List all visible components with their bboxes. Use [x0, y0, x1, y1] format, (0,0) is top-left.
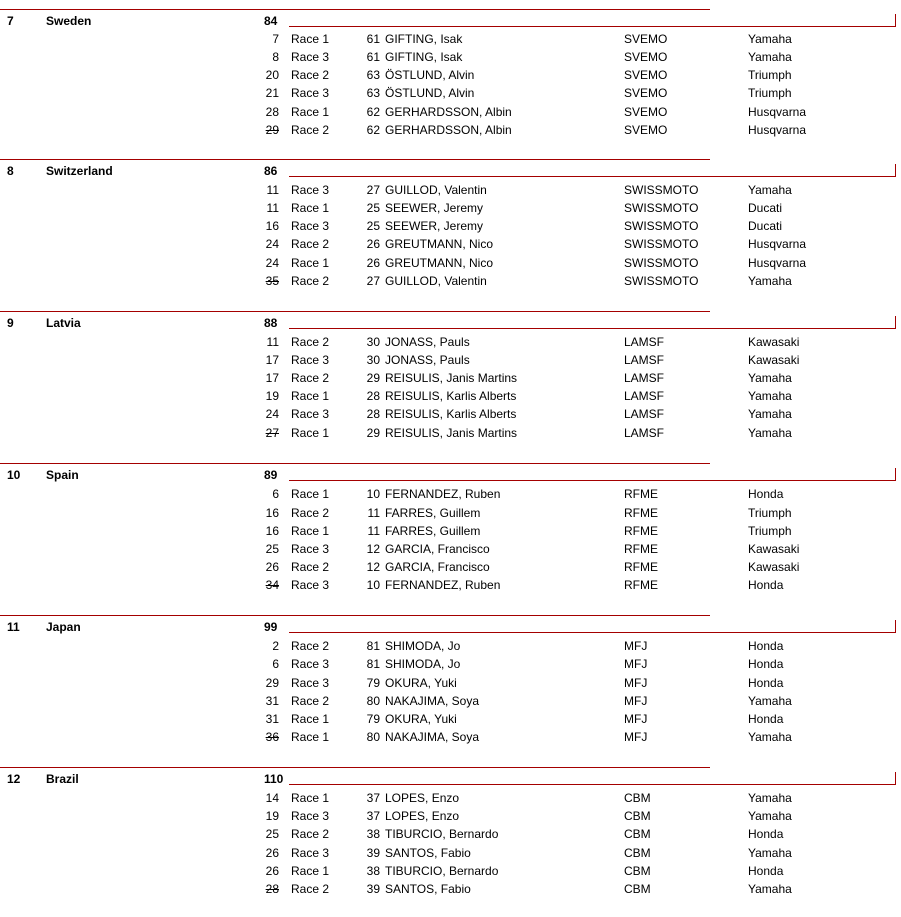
rider-number: 12 [366, 560, 380, 574]
rider-name: SANTOS, Fabio [385, 882, 471, 896]
rider-number: 29 [366, 426, 380, 440]
rider-name: GUILLOD, Valentin [385, 183, 487, 197]
result-race: Race 2 [291, 560, 330, 574]
result-row [0, 86, 901, 100]
nation-name: Sweden [46, 14, 92, 28]
rider-number: 79 [366, 712, 380, 726]
result-race: Race 3 [291, 219, 330, 233]
rider-name: SEEWER, Jeremy [385, 219, 484, 233]
rider-name: TIBURCIO, Bernardo [385, 864, 499, 878]
rider-number: 27 [366, 183, 380, 197]
bike-make: Yamaha [748, 882, 792, 896]
rider-number: 30 [366, 335, 380, 349]
rider-number: 38 [366, 864, 380, 878]
rider-number: 10 [366, 487, 380, 501]
result-row [0, 864, 901, 878]
nation-position: 9 [7, 316, 14, 330]
result-position-dropped: 36 [265, 730, 279, 744]
result-race: Race 2 [291, 371, 330, 385]
result-row [0, 274, 901, 288]
result-race: Race 1 [291, 256, 330, 270]
rider-federation: LAMSF [624, 426, 665, 440]
rider-name: FARRES, Guillem [385, 506, 481, 520]
rider-name: FERNANDEZ, Ruben [385, 487, 501, 501]
nation-total-points: 88 [264, 316, 278, 330]
result-row [0, 846, 901, 860]
nation-block [0, 463, 901, 613]
rider-name: ÖSTLUND, Alvin [385, 86, 475, 100]
result-row [0, 827, 901, 841]
rider-federation: LAMSF [624, 335, 665, 349]
rider-number: 27 [366, 274, 380, 288]
rider-federation: SWISSMOTO [624, 219, 699, 233]
result-race: Race 3 [291, 542, 330, 556]
result-position: 28 [265, 105, 279, 119]
result-race: Race 3 [291, 676, 330, 690]
rider-federation: MFJ [624, 730, 648, 744]
rider-number: 37 [366, 809, 380, 823]
result-position: 17 [265, 353, 279, 367]
result-position: 8 [272, 50, 279, 64]
rider-federation: SVEMO [624, 32, 668, 46]
rider-number: 61 [366, 32, 380, 46]
rider-number: 30 [366, 353, 380, 367]
rider-number: 79 [366, 676, 380, 690]
nation-name: Japan [46, 620, 81, 634]
result-position-dropped: 34 [265, 578, 279, 592]
result-position: 16 [265, 524, 279, 538]
bike-make: Honda [748, 864, 784, 878]
rider-name: SANTOS, Fabio [385, 846, 471, 860]
result-position: 17 [265, 371, 279, 385]
result-race: Race 2 [291, 882, 330, 896]
rider-name: REISULIS, Janis Martins [385, 371, 518, 385]
bike-make: Triumph [748, 68, 792, 82]
bike-make: Husqvarna [748, 237, 807, 251]
result-position-dropped: 29 [265, 123, 279, 137]
bike-make: Yamaha [748, 389, 792, 403]
result-race: Race 2 [291, 335, 330, 349]
rider-federation: CBM [624, 864, 651, 878]
bike-make: Yamaha [748, 371, 792, 385]
result-row [0, 256, 901, 270]
rider-number: 81 [366, 657, 380, 671]
rider-number: 28 [366, 389, 380, 403]
result-row [0, 639, 901, 653]
nation-total-points: 86 [264, 164, 278, 178]
result-position: 16 [265, 506, 279, 520]
nation-total-points: 84 [264, 14, 278, 28]
result-position: 11 [266, 201, 279, 215]
bike-make: Kawasaki [748, 335, 800, 349]
rider-federation: SVEMO [624, 105, 668, 119]
rider-name: SHIMODA, Jo [385, 639, 461, 653]
result-position: 26 [265, 864, 279, 878]
result-row [0, 389, 901, 403]
bike-make: Yamaha [748, 426, 792, 440]
bike-make: Yamaha [748, 407, 792, 421]
result-position: 25 [265, 542, 279, 556]
result-race: Race 3 [291, 846, 330, 860]
results-bracket-line [289, 620, 896, 633]
rider-name: LOPES, Enzo [385, 791, 460, 805]
result-row [0, 506, 901, 520]
bike-make: Yamaha [748, 846, 792, 860]
nation-position: 7 [7, 14, 14, 28]
bike-make: Honda [748, 676, 784, 690]
result-race: Race 2 [291, 237, 330, 251]
bike-make: Yamaha [748, 32, 792, 46]
rider-name: OKURA, Yuki [385, 676, 457, 690]
rider-name: NAKAJIMA, Soya [385, 730, 480, 744]
rider-number: 39 [366, 882, 380, 896]
bike-make: Triumph [748, 524, 792, 538]
result-position: 2 [272, 639, 279, 653]
rider-name: JONASS, Pauls [385, 353, 470, 367]
result-race: Race 1 [291, 712, 330, 726]
nation-name: Switzerland [46, 164, 113, 178]
rider-number: 25 [366, 201, 380, 215]
rider-number: 26 [366, 256, 380, 270]
result-position: 14 [265, 791, 279, 805]
result-row [0, 487, 901, 501]
results-bracket-line [289, 164, 896, 177]
result-race: Race 3 [291, 809, 330, 823]
result-position: 20 [265, 68, 279, 82]
bike-make: Husqvarna [748, 256, 807, 270]
result-position: 16 [265, 219, 279, 233]
result-race: Race 1 [291, 32, 330, 46]
result-race: Race 1 [291, 487, 330, 501]
result-row [0, 809, 901, 823]
result-row [0, 237, 901, 251]
rider-federation: RFME [624, 560, 658, 574]
rider-federation: SWISSMOTO [624, 237, 699, 251]
result-row [0, 407, 901, 421]
rider-name: TIBURCIO, Bernardo [385, 827, 499, 841]
bike-make: Yamaha [748, 730, 792, 744]
section-divider [0, 9, 710, 10]
rider-name: GERHARDSSON, Albin [385, 123, 512, 137]
result-row [0, 578, 901, 592]
result-position: 7 [272, 32, 279, 46]
rider-name: FERNANDEZ, Ruben [385, 578, 501, 592]
result-position: 26 [265, 846, 279, 860]
result-position: 19 [265, 389, 279, 403]
result-row [0, 694, 901, 708]
rider-name: SEEWER, Jeremy [385, 201, 484, 215]
bike-make: Ducati [748, 219, 783, 233]
result-race: Race 1 [291, 791, 330, 805]
rider-name: GUILLOD, Valentin [385, 274, 487, 288]
rider-number: 81 [366, 639, 380, 653]
result-position: 25 [265, 827, 279, 841]
result-race: Race 2 [291, 68, 330, 82]
result-row [0, 201, 901, 215]
results-bracket-line [289, 316, 896, 329]
result-position: 24 [265, 407, 279, 421]
rider-number: 39 [366, 846, 380, 860]
bike-make: Ducati [748, 201, 783, 215]
rider-number: 80 [366, 694, 380, 708]
rider-federation: MFJ [624, 639, 648, 653]
bike-make: Triumph [748, 86, 792, 100]
rider-federation: SWISSMOTO [624, 183, 699, 197]
rider-federation: RFME [624, 487, 658, 501]
result-race: Race 3 [291, 657, 330, 671]
rider-number: 11 [367, 524, 380, 538]
bike-make: Honda [748, 487, 784, 501]
rider-federation: SWISSMOTO [624, 201, 699, 215]
result-row [0, 335, 901, 349]
rider-federation: RFME [624, 578, 658, 592]
section-divider [0, 463, 710, 464]
rider-federation: CBM [624, 827, 651, 841]
rider-name: GARCIA, Francisco [385, 560, 490, 574]
result-row [0, 68, 901, 82]
rider-federation: LAMSF [624, 389, 665, 403]
rider-name: REISULIS, Janis Martins [385, 426, 518, 440]
result-row [0, 524, 901, 538]
result-position: 31 [265, 712, 279, 726]
rider-federation: RFME [624, 506, 658, 520]
rider-federation: MFJ [624, 694, 648, 708]
rider-name: GARCIA, Francisco [385, 542, 490, 556]
section-divider [0, 615, 710, 616]
rider-federation: MFJ [624, 712, 648, 726]
result-race: Race 3 [291, 578, 330, 592]
rider-federation: CBM [624, 846, 651, 860]
result-position: 31 [265, 694, 279, 708]
nation-block [0, 615, 901, 765]
bike-make: Yamaha [748, 183, 792, 197]
rider-number: 11 [367, 506, 380, 520]
bike-make: Husqvarna [748, 123, 807, 137]
result-position-dropped: 27 [265, 426, 279, 440]
nation-position: 8 [7, 164, 14, 178]
result-row [0, 882, 901, 896]
rider-name: JONASS, Pauls [385, 335, 470, 349]
result-row [0, 712, 901, 726]
result-race: Race 1 [291, 105, 330, 119]
result-race: Race 2 [291, 506, 330, 520]
bike-make: Kawasaki [748, 560, 800, 574]
rider-name: LOPES, Enzo [385, 809, 460, 823]
result-race: Race 3 [291, 50, 330, 64]
result-row [0, 219, 901, 233]
rider-name: GERHARDSSON, Albin [385, 105, 512, 119]
nation-total-points: 89 [264, 468, 278, 482]
section-divider [0, 159, 710, 160]
result-race: Race 2 [291, 694, 330, 708]
nation-position: 12 [7, 772, 21, 786]
result-position: 29 [265, 676, 279, 690]
rider-name: REISULIS, Karlis Alberts [385, 389, 517, 403]
nation-position: 10 [7, 468, 21, 482]
rider-number: 38 [366, 827, 380, 841]
bike-make: Yamaha [748, 694, 792, 708]
result-row [0, 371, 901, 385]
rider-federation: SWISSMOTO [624, 256, 699, 270]
rider-name: ÖSTLUND, Alvin [385, 68, 475, 82]
rider-federation: CBM [624, 791, 651, 805]
result-position: 19 [265, 809, 279, 823]
results-bracket-line [289, 772, 896, 785]
result-race: Race 2 [291, 639, 330, 653]
rider-federation: CBM [624, 809, 651, 823]
bike-make: Yamaha [748, 50, 792, 64]
result-race: Race 1 [291, 201, 330, 215]
rider-number: 26 [366, 237, 380, 251]
result-position: 26 [265, 560, 279, 574]
rider-name: NAKAJIMA, Soya [385, 694, 480, 708]
rider-number: 63 [366, 86, 380, 100]
result-row [0, 32, 901, 46]
bike-make: Yamaha [748, 791, 792, 805]
result-row [0, 676, 901, 690]
nation-block [0, 767, 901, 917]
rider-federation: MFJ [624, 676, 648, 690]
result-position: 11 [266, 183, 279, 197]
rider-federation: LAMSF [624, 353, 665, 367]
rider-federation: SVEMO [624, 50, 668, 64]
rider-number: 61 [366, 50, 380, 64]
nation-total-points: 99 [264, 620, 278, 634]
result-row [0, 183, 901, 197]
result-race: Race 1 [291, 524, 330, 538]
result-position-dropped: 28 [265, 882, 279, 896]
rider-number: 12 [366, 542, 380, 556]
section-divider [0, 311, 710, 312]
bike-make: Kawasaki [748, 542, 800, 556]
bike-make: Yamaha [748, 809, 792, 823]
result-row [0, 542, 901, 556]
rider-federation: CBM [624, 882, 651, 896]
nation-name: Spain [46, 468, 79, 482]
rider-number: 25 [366, 219, 380, 233]
bike-make: Honda [748, 639, 784, 653]
result-position: 21 [265, 86, 279, 100]
nation-block [0, 159, 901, 309]
rider-number: 63 [366, 68, 380, 82]
rider-number: 29 [366, 371, 380, 385]
result-row [0, 50, 901, 64]
result-position: 24 [265, 256, 279, 270]
rider-name: SHIMODA, Jo [385, 657, 461, 671]
bike-make: Honda [748, 827, 784, 841]
result-position: 6 [272, 487, 279, 501]
rider-name: OKURA, Yuki [385, 712, 457, 726]
bike-make: Honda [748, 657, 784, 671]
result-race: Race 3 [291, 86, 330, 100]
rider-federation: SVEMO [624, 68, 668, 82]
bike-make: Kawasaki [748, 353, 800, 367]
rider-number: 62 [366, 123, 380, 137]
result-row [0, 105, 901, 119]
result-race: Race 3 [291, 353, 330, 367]
rider-number: 62 [366, 105, 380, 119]
result-race: Race 2 [291, 827, 330, 841]
rider-name: GREUTMANN, Nico [385, 256, 494, 270]
result-position: 6 [272, 657, 279, 671]
rider-federation: LAMSF [624, 371, 665, 385]
result-race: Race 2 [291, 123, 330, 137]
nation-name: Brazil [46, 772, 79, 786]
rider-federation: RFME [624, 524, 658, 538]
result-race: Race 2 [291, 274, 330, 288]
rider-number: 28 [366, 407, 380, 421]
bike-make: Yamaha [748, 274, 792, 288]
result-row [0, 426, 901, 440]
bike-make: Triumph [748, 506, 792, 520]
result-position-dropped: 35 [265, 274, 279, 288]
rider-name: REISULIS, Karlis Alberts [385, 407, 517, 421]
result-race: Race 1 [291, 426, 330, 440]
rider-federation: SVEMO [624, 123, 668, 137]
rider-federation: LAMSF [624, 407, 665, 421]
bike-make: Husqvarna [748, 105, 807, 119]
rider-name: FARRES, Guillem [385, 524, 481, 538]
nation-position: 11 [7, 620, 20, 634]
result-race: Race 1 [291, 730, 330, 744]
result-race: Race 1 [291, 389, 330, 403]
result-position: 24 [265, 237, 279, 251]
results-bracket-line [289, 14, 896, 27]
rider-federation: SVEMO [624, 86, 668, 100]
rider-federation: RFME [624, 542, 658, 556]
results-bracket-line [289, 468, 896, 481]
result-row [0, 353, 901, 367]
rider-name: GIFTING, Isak [385, 32, 463, 46]
rider-number: 37 [366, 791, 380, 805]
result-row [0, 730, 901, 744]
nation-total-points: 110 [264, 772, 284, 786]
rider-federation: MFJ [624, 657, 648, 671]
result-race: Race 1 [291, 864, 330, 878]
rider-federation: SWISSMOTO [624, 274, 699, 288]
result-row [0, 791, 901, 805]
bike-make: Honda [748, 578, 784, 592]
result-row [0, 560, 901, 574]
nation-block [0, 311, 901, 461]
rider-number: 10 [366, 578, 380, 592]
result-row [0, 123, 901, 137]
rider-name: GREUTMANN, Nico [385, 237, 494, 251]
result-race: Race 3 [291, 183, 330, 197]
section-divider [0, 767, 710, 768]
result-position: 11 [266, 335, 279, 349]
nation-block [0, 9, 901, 159]
rider-name: GIFTING, Isak [385, 50, 463, 64]
bike-make: Honda [748, 712, 784, 726]
rider-number: 80 [366, 730, 380, 744]
result-race: Race 3 [291, 407, 330, 421]
result-row [0, 657, 901, 671]
nation-name: Latvia [46, 316, 81, 330]
